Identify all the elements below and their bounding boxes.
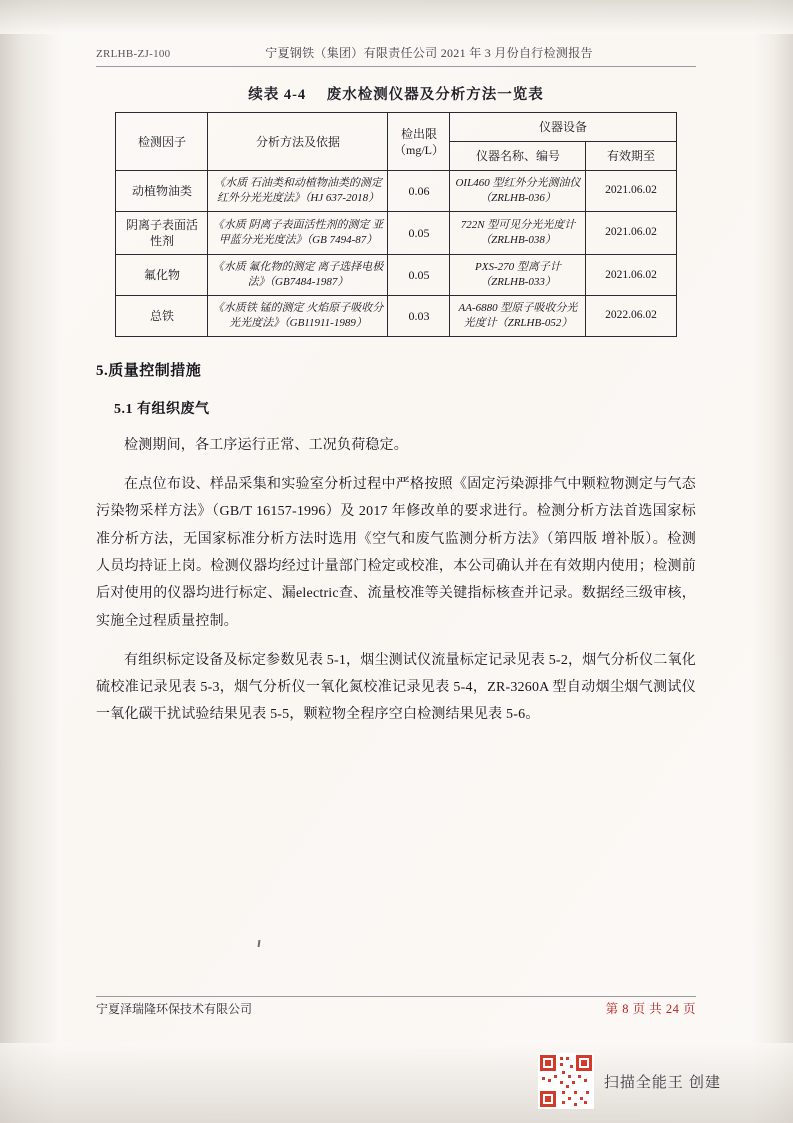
section-heading-5: 5.质量控制措施 [96,362,202,379]
page-footer [96,999,696,1017]
cell-factor: 氟化物 [116,255,208,296]
cell-limit: 0.03 [388,296,450,337]
cell-limit: 0.05 [388,212,450,255]
paragraph: 检测期间，各工序运行正常、工况负荷稳定。 [124,437,408,453]
footer-divider [96,996,696,997]
th-limit [388,113,450,171]
section-heading-5-1: 5.1 有组织废气 [114,401,210,417]
cell-method: 《水质 阴离子表面活性剂的测定 亚甲蓝分光光度法》（GB 7494-87） [208,212,388,255]
cell-instrument: AA-6880 型原子吸收分光光度计（ZRLHB-052） [450,296,586,337]
cell-instrument: OIL460 型红外分光测油仪（ZRLHB-036） [450,171,586,212]
table-caption-number: 续表 4-4 [248,87,307,103]
th-limit-line2: （mg/L） [393,142,444,157]
cell-factor: 阴离子表面活性剂 [116,212,208,255]
cell-valid: 2022.06.02 [586,296,676,337]
table-caption [96,83,696,104]
cell-valid: 2021.06.02 [586,212,676,255]
camscanner-watermark [538,1053,721,1109]
cell-method: 《水质铁 锰的测定 火焰原子吸收分光光度法》（GB11911-1989） [208,296,388,337]
table-row [116,296,676,337]
stray-ink-mark [258,940,261,947]
th-equipment-group: 仪器设备 [450,113,676,142]
th-method: 分析方法及依据 [208,113,388,171]
th-equipment-name: 仪器名称、编号 [450,142,586,171]
th-limit-line1: 检出限 [400,126,437,141]
cell-method: 《水质 石油类和动植物油类的测定 红外分光光度法》（HJ 637-2018） [208,171,388,212]
cell-limit: 0.06 [388,171,450,212]
paragraph: 有组织标定设备及标定参数见表 5-1，烟尘测试仪流量标定记录见表 5-2，烟气分析仪二氧化硫校准记录见表 5-3，烟气分析仪一氧化氮校准记录见表 5-4，ZR-3260A 型自动烟尘烟气测试仪一氧化碳干扰试验结果见表 5-5，颗粒物全程序空白检测结果见表 5-6。 [96,652,696,723]
document-header-title: 宁夏钢铁（集团）有限责任公司 2021 年 3 月份自行检测报告 [265,46,593,60]
camscanner-label: 扫描全能王 创建 [603,1073,721,1091]
cell-factor: 总铁 [116,296,208,337]
page-content [96,44,696,729]
table-row [116,212,676,255]
cell-factor: 动植物油类 [116,171,208,212]
cell-limit: 0.05 [388,255,450,296]
document-code: ZRLHB-ZJ-100 [96,48,171,60]
wastewater-instrument-table [115,112,676,337]
th-valid-until: 有效期至 [586,142,676,171]
cell-valid: 2021.06.02 [586,171,676,212]
table-row [116,171,676,212]
qr-code-icon [538,1053,594,1109]
cell-instrument: 722N 型可见分光光度计（ZRLHB-038） [450,212,586,255]
table-caption-text: 废水检测仪器及分析方法一览表 [326,87,544,103]
th-factor: 检测因子 [116,113,208,171]
paragraph: 在点位布设、样品采集和实验室分析过程中严格按照《固定污染源排气中颗粒物测定与气态污染物采样方法》（GB/T 16157-1996）及 2017 年修改单的要求进行。检测分析方法首选国家标准分析方法，无国家标准分析方法时选用《空气和废气监测分析方法》（第四版 增补版）。检测人员均持证上岗。检测仪器均经过计量部门检定或校准，本公司确认并在有效期内使用；检测前后对使用的仪器均进行标定、漏electric查、流量校准等关键指标核查并记录。数据经三级审核，实施全过程质量控制。 [96,477,696,629]
table-row [116,255,676,296]
table-header-row-1 [116,113,676,142]
cell-method: 《水质 氟化物的测定 离子选择电极法》（GB7484-1987） [208,255,388,296]
footer-company: 宁夏泽瑞隆环保技术有限公司 [96,1002,253,1016]
footer-page-number: 第 8 页 共 24 页 [605,1002,696,1016]
scan-shadow-right [751,0,793,1123]
cell-instrument: PXS-270 型离子计（ZRLHB-033） [450,255,586,296]
scan-shadow-top [0,0,793,34]
scan-shadow-left [0,0,62,1123]
document-header [96,44,696,66]
cell-valid: 2021.06.02 [586,255,676,296]
header-divider [96,66,696,67]
